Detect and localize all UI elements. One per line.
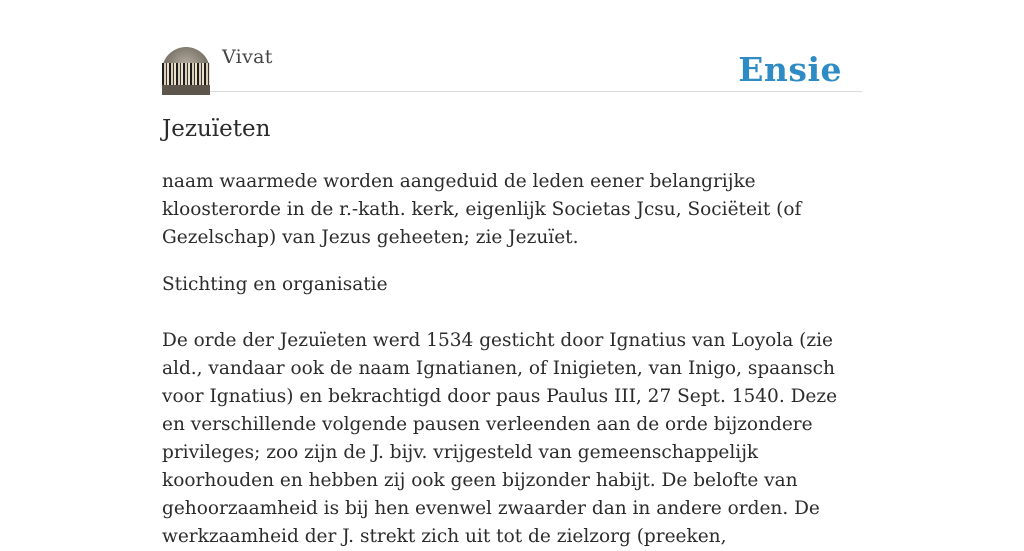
bookshelf-icon: [162, 63, 210, 85]
brand-logo[interactable]: Ensie: [738, 50, 842, 89]
article-title: Jezuïeten: [162, 116, 271, 142]
section-heading: Stichting en organisatie: [162, 274, 388, 295]
section-text: De orde der Jezuïeten werd 1534 gesticht door Ignatius van Loyola (zie ald., vandaar ook de naam Ignatianen, of Inigieten, van Inigo, spaansch voor Ignatius) en bekrachtigd door paus Paulus III, 27 Sept. 1540. Deze en verschillende volgende pausen verleenden aan de orde bijzondere privileges; zoo zijn de J. bijv. vrijgesteld van gemeenschappelijk koorhouden en hebben zij ook geen bijzonder habijt. De belofte van gehoorzaamheid is bij hen evenwel zwaarder dan in andere orden. De werkzaamheid der J. strekt zich uit tot de zielzorg (preeken,: [162, 330, 838, 547]
shelf-decoration: [162, 85, 210, 95]
author-avatar[interactable]: [162, 47, 210, 95]
page: [162, 0, 862, 547]
author-name[interactable]: Vivat: [222, 46, 273, 68]
article-intro: naam waarmede worden aangeduid de leden eener belangrijke kloosterorde in de r.-kath. kerk, eigenlijk Societas Jcsu, Sociëteit (of Gezelschap) van Jezus geheeten; zie Jezuïet.: [162, 171, 802, 248]
header: [162, 0, 862, 92]
